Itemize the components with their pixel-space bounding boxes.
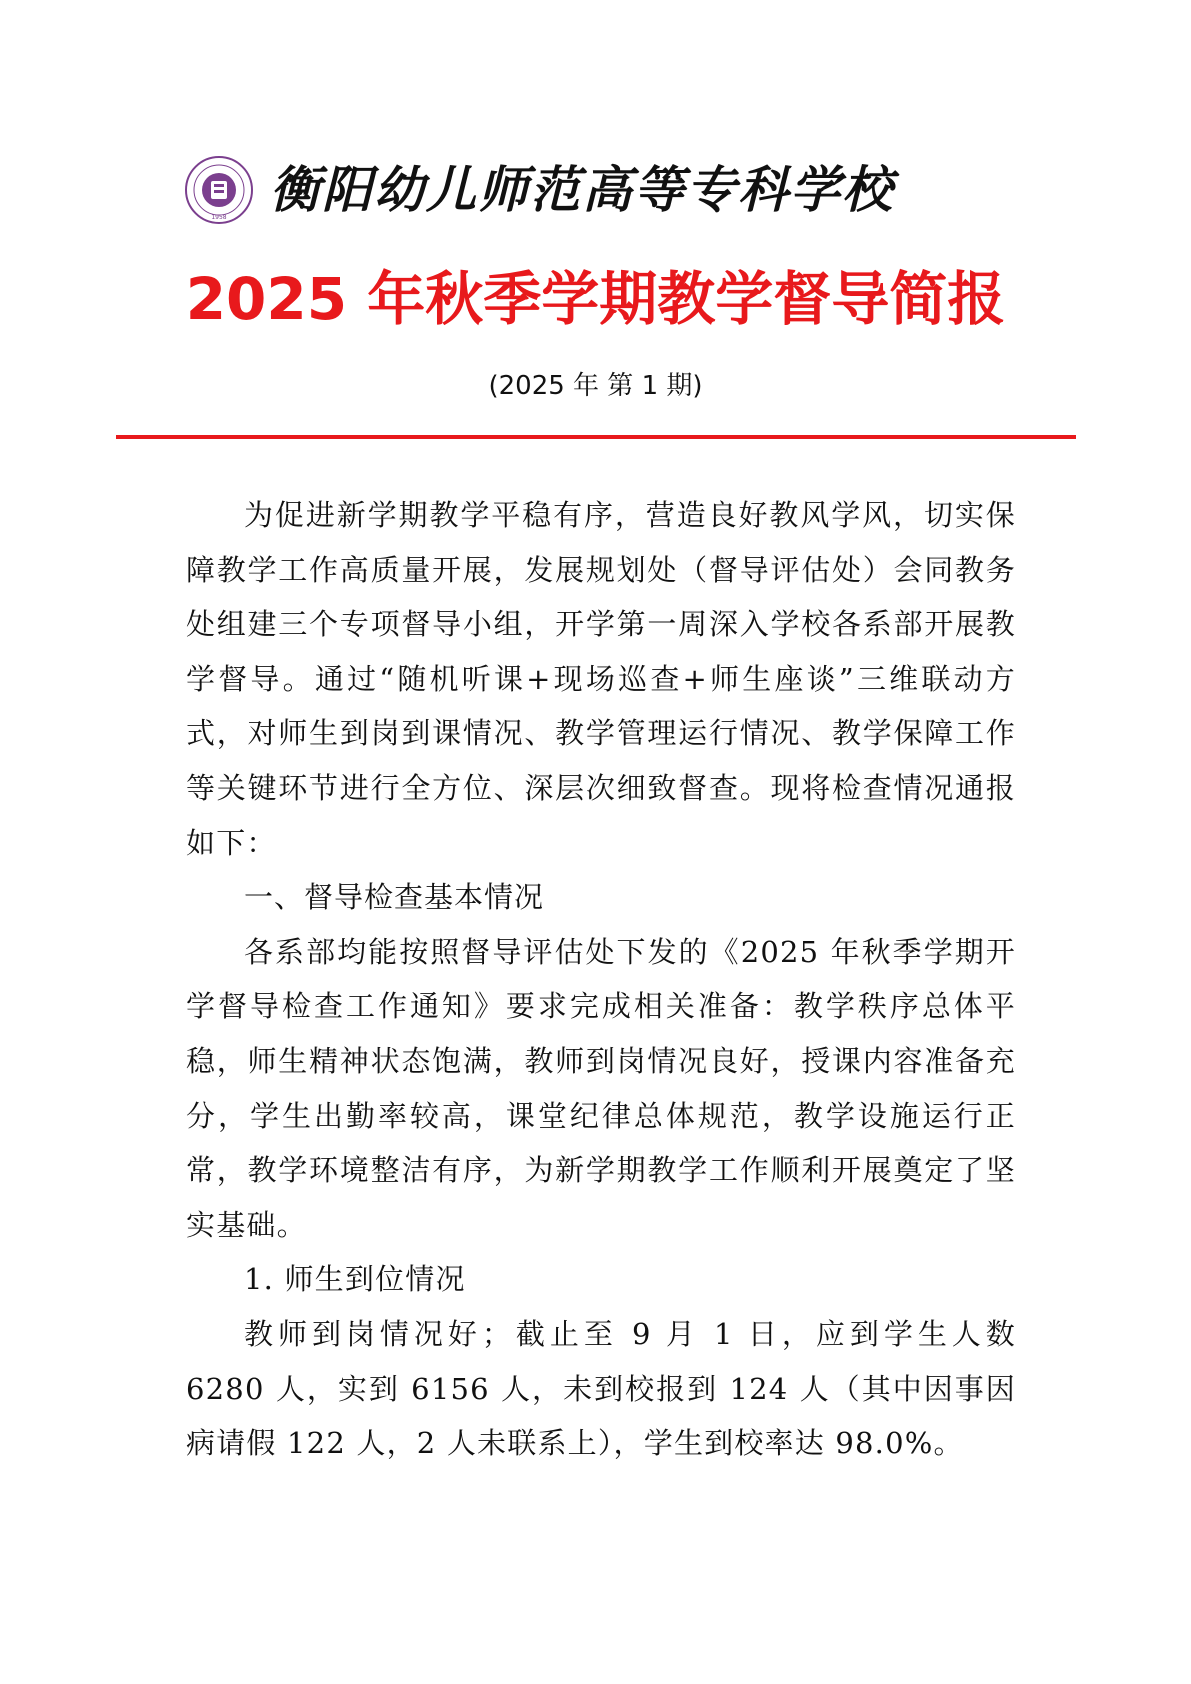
subsection-heading-1: 1. 师生到位情况 [244,1262,466,1297]
school-name: 衡阳幼儿师范高等专科学校 [270,160,894,219]
bulletin-title: 2025 年秋季学期教学督导简报 [185,265,1006,333]
red-divider [116,435,1076,439]
issue-number: (2025 年 第 1 期) [488,371,703,401]
document-body [186,488,1016,1471]
section-1-paragraph: 各系部均能按照督导评估处下发的《2025 年秋季学期开学督导检查工作通知》要求完成相关准备：教学秩序总体平稳，师生精神状态饱满，教师到岗情况良好，授课内容准备充分，学生出勤率较高，课堂纪律总体规范，教学设施运行正常，教学环境整洁有序，为新学期教学工作顺利开展奠定了坚实基础。 [186,934,1016,1242]
seal-year: 1958 [211,214,227,221]
letterhead [0,150,1191,230]
section-heading-1: 一、督导检查基本情况 [244,880,545,915]
intro-paragraph: 为促进新学期教学平稳有序，营造良好教风学风，切实保障教学工作高质量开展，发展规划处（督导评估处）会同教务处组建三个专项督导小组，开学第一周深入学校各系部开展教学督导。通过“随机听课+现场巡查+师生座谈”三维联动方式，对师生到岗到课情况、教学管理运行情况、教学保障工作等关键环节进行全方位、深层次细致督查。现将检查情况通报如下： [186,498,1016,860]
school-seal-logo [184,155,254,225]
subsection-1-paragraph: 教师到岗情况好；截止至 9 月 1 日，应到学生人数 6280 人，实到 6156 人，未到校报到 124 人（其中因事因病请假 122 人，2 人未联系上），学生到校率达 98.0%。 [186,1316,1016,1461]
